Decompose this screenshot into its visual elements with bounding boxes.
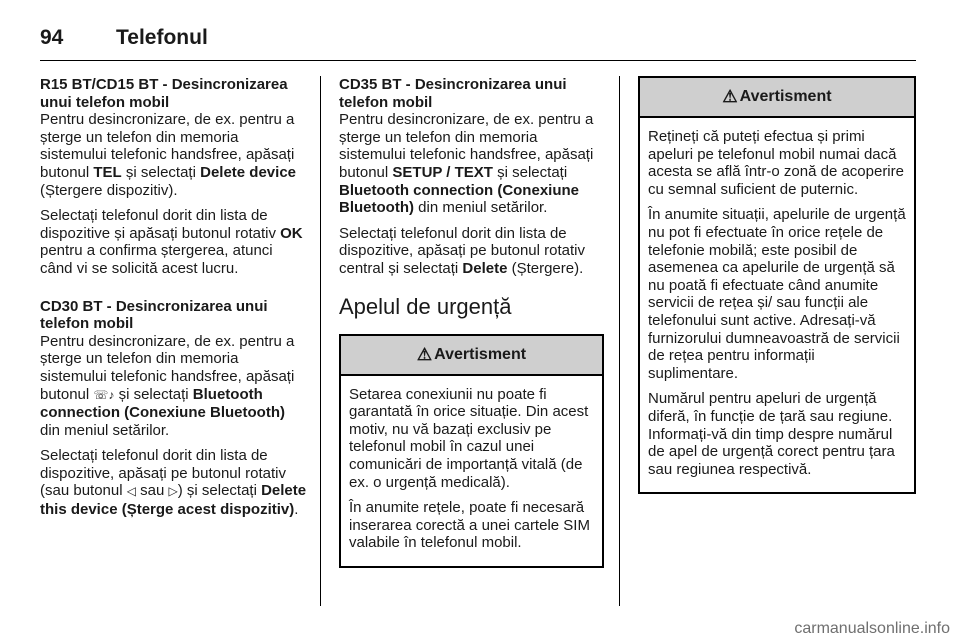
warning-box-1 <box>339 334 604 568</box>
ok-button-label: OK <box>280 224 303 242</box>
warning-1-paragraph-1: Setarea conexiunii nu poate fi garantată în orice situație. Din acest motiv, nu vă bazați exclusiv pe telefonul mobil în cazul unei comunicări de importanță vitală (de ex. o urgență medicală). <box>349 385 589 491</box>
warning-title-2: Avertisment <box>739 88 832 106</box>
warning-2-paragraph-2: În anumite situații, apelurile de urgență nu pot fi efectuate în orice rețele de telefonie mobilă; este posibil de asemenea ca apelurile de urgență să nu poată fi efectuate când anumite servicii de rețea și/ sau funcții ale telefonului sunt active. Adresați-vă furnizorului dumneavoastră de servicii de rețea pentru informații suplimentare. <box>648 206 906 382</box>
right-arrow-icon: ▷ <box>168 484 178 499</box>
column-1 <box>40 76 308 527</box>
warning-box-2 <box>638 76 916 494</box>
column-3 <box>638 76 916 494</box>
warning-2-paragraph-3: Numărul pentru apeluri de urgență diferă, în funcție de țară sau regiune. Informați-vă din timp despre numărul de apel de urgență corect pentru țara sau regiunea respectivă. <box>648 390 895 478</box>
section-title-r15: R15 BT/CD15 BT - Desincronizarea unui telefon mobil <box>40 76 288 111</box>
warning-header-1 <box>341 336 602 376</box>
paragraph-cd30-1: Pentru desincronizare, de ex. pentru a șterge un telefon din memoria sistemului telefonic handsfree, apăsați butonul ☏♪ și selectați Bluetooth connection (Conexiune Bluetooth) din meniul setărilor. <box>40 332 295 439</box>
page-header <box>40 16 916 60</box>
paragraph-cd35-1: Pentru desincronizare, de ex. pentru a șterge un telefon din memoria sistemului telefonic handsfree, apăsați butonul SETUP / TEXT și selectați Bluetooth connection (Conexiune Bluetooth) din meniul setărilor. <box>339 111 594 217</box>
warning-icon: ⚠ <box>416 344 433 364</box>
paragraph-r15-1: Pentru desincronizare, de ex. pentru a șterge un telefon din memoria sistemului telefonic handsfree, apăsați butonul TEL și selectați Delete device (Ștergere dispozitiv). <box>40 111 296 199</box>
left-arrow-icon: ◁ <box>126 484 136 499</box>
emergency-call-heading: Apelul de urgență <box>339 293 512 319</box>
header-rule <box>40 60 916 61</box>
delete-device-label: Delete device <box>200 163 296 181</box>
section-title-cd30: CD30 BT - Desincronizarea unui telefon mobil <box>40 297 268 333</box>
warning-title-1: Avertisment <box>434 345 527 363</box>
page-title: Telefonul <box>116 26 208 49</box>
paragraph-cd30-2: Selectați telefonul dorit din lista de dispozitive, apăsați pe butonul rotativ (sau butonul ◁ sau ▷) și selectați Delete this device (Șterge acest dispozitiv). <box>40 447 307 519</box>
warning-header-2 <box>640 78 914 118</box>
watermark: carmanualsonline.info <box>794 620 950 637</box>
bluetooth-connection-label: Bluetooth connection (Conexiune Bluetooth) <box>40 385 285 422</box>
warning-body-2 <box>640 118 914 492</box>
page-number: 94 <box>40 26 64 49</box>
warning-icon: ⚠ <box>722 87 738 107</box>
tel-button-label: TEL <box>93 163 122 181</box>
warning-1-paragraph-2: În anumite rețele, poate fi necesară inserarea corectă a unei cartele SIM valabile în telefonul mobil. <box>349 499 590 552</box>
paragraph-r15-2: Selectați telefonul dorit din lista de dispozitive și apăsați butonul rotativ OK pentru a confirma ștergerea, atunci când vi se solicită acest lucru. <box>40 207 303 277</box>
column-divider-2 <box>619 76 620 606</box>
delete-label: Delete <box>462 259 508 277</box>
bluetooth-connection-label-2: Bluetooth connection (Conexiune Bluetooth) <box>339 181 579 217</box>
warning-2-paragraph-1: Rețineți că puteți efectua și primi apeluri pe telefonul mobil numai dacă acesta se află într-o zonă de acoperire cu semnal suficient de puternic. <box>648 128 904 198</box>
phone-music-icon: ☏♪ <box>93 387 115 402</box>
paragraph-cd35-2: Selectați telefonul dorit din lista de dispozitive, apăsați pe butonul rotativ central și selectați Delete (Ștergere). <box>339 224 585 277</box>
section-title-cd35: CD35 BT - Desincronizarea unui telefon mobil <box>339 76 567 111</box>
column-2 <box>339 76 604 568</box>
delete-this-device-label: Delete this device (Șterge acest dispozitiv) <box>40 482 307 519</box>
warning-body-1 <box>341 376 602 566</box>
column-divider-1 <box>320 76 321 606</box>
setup-text-label: SETUP / TEXT <box>392 163 493 181</box>
